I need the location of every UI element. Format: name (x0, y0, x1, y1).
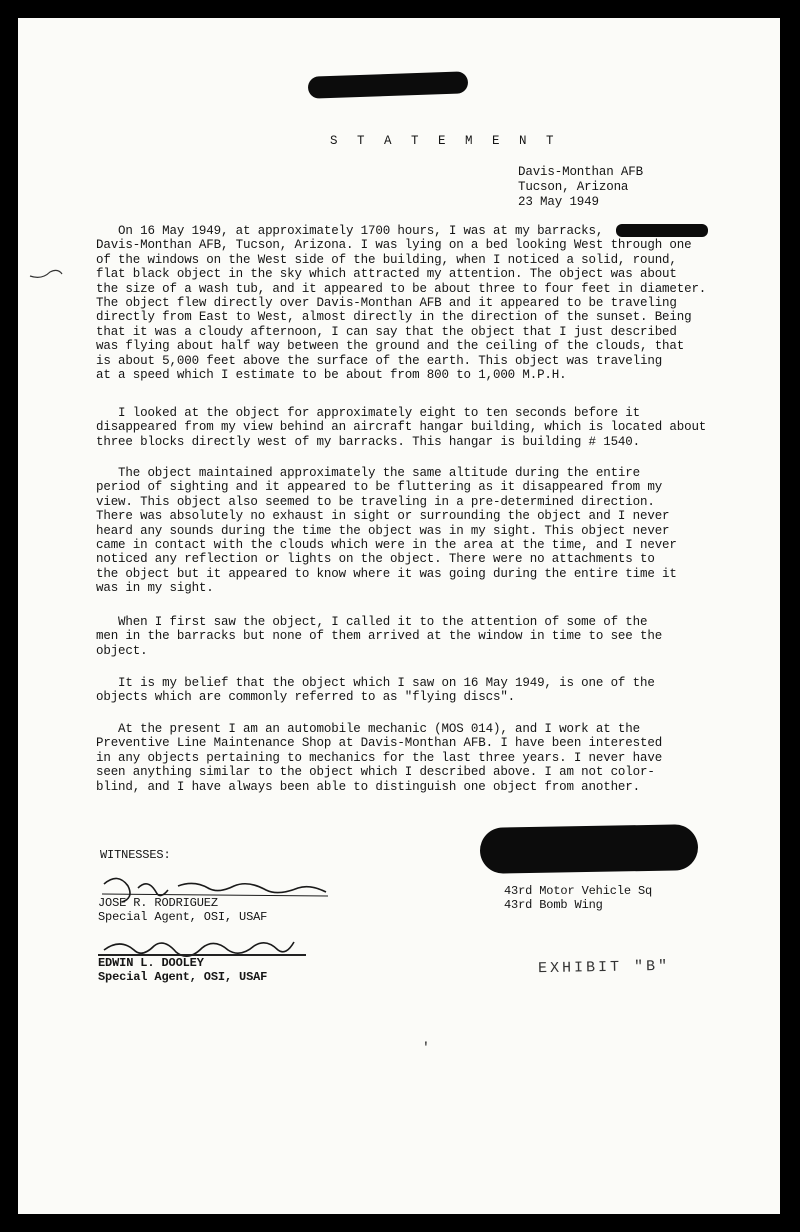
text-line: was flying about half way between the ground and the ceiling of the clouds, that (96, 339, 685, 354)
text-line: in any objects pertaining to mechanics for the last three years. I never have (96, 750, 663, 765)
header-date: 23 May 1949 (518, 195, 599, 209)
paragraph-4 (96, 615, 706, 658)
text-line: At the present I am an automobile mechanic (MOS 014), and I work at the (96, 722, 640, 736)
text-line: The object flew directly over Davis-Monthan AFB and it appeared to be traveling (96, 295, 677, 310)
text-line: Preventive Line Maintenance Shop at Davis-Monthan AFB. I have been interested (96, 736, 663, 751)
signature-redaction (480, 824, 699, 874)
text-line: at a speed which I estimate to be about from 800 to 1,000 M.P.H. (96, 367, 567, 382)
text-line: seen anything similar to the object which I described above. I am not color- (96, 765, 655, 780)
unit-block (504, 884, 652, 912)
text-line: directly from East to West, almost directly in the direction of the sunset. Being (96, 310, 692, 325)
text-line: When I first saw the object, I called it to the attention of some of the (96, 615, 648, 629)
witness-2-title: Special Agent, OSI, USAF (98, 970, 268, 984)
text-line: the object but it appeared to know where it was going during the entire time it (96, 566, 677, 581)
document-page (18, 18, 780, 1214)
witnesses-label: WITNESSES: (100, 848, 171, 862)
text-line: came in contact with the clouds which were in the area at the time, and I never (96, 537, 677, 552)
text-line: object. (96, 643, 148, 658)
text-line: The object maintained approximately the same altitude during the entire (96, 466, 640, 480)
text-line: three blocks directly west of my barracks. This hangar is building # 1540. (96, 434, 640, 449)
exhibit-label: EXHIBIT "B" (537, 957, 671, 978)
text-line: period of sighting and it appeared to be fluttering as it disappeared from my (96, 480, 663, 495)
witness-1-block (98, 896, 267, 924)
text-line: I looked at the object for approximately eight to ten seconds before it (96, 406, 640, 420)
header-location-city: Tucson, Arizona (518, 180, 629, 194)
header-location-base: Davis-Monthan AFB (518, 165, 643, 179)
margin-check-mark (28, 258, 68, 298)
text-line: of the windows on the West side of the building, when I noticed a solid, round, (96, 252, 677, 267)
unit-wing: 43rd Bomb Wing (504, 898, 603, 912)
witness-2-name: EDWIN L. DOOLEY (98, 956, 204, 970)
paragraph-6 (96, 722, 706, 794)
text-line: the size of a wash tub, and it appeared to be about three to four feet in diameter. (96, 281, 707, 296)
text-line: noticed any reflection or lights on the object. There were no attachments to (96, 552, 655, 567)
text-line: On 16 May 1949, at approximately 1700 hours, I was at my barracks, (96, 224, 604, 238)
text-line: disappeared from my view behind an aircraft hangar building, which is located about (96, 420, 707, 435)
text-line: heard any sounds during the time the object was in my sight. This object never (96, 523, 670, 538)
paragraph-3 (96, 466, 706, 596)
top-redaction (308, 71, 469, 99)
witness-1-title: Special Agent, OSI, USAF (98, 910, 268, 924)
text-line: men in the barracks but none of them arrived at the window in time to see the (96, 629, 663, 644)
text-line: blind, and I have always been able to distinguish one object from another. (96, 779, 640, 794)
text-line: There was absolutely no exhaust in sight or surrounding the object and I never (96, 509, 670, 524)
witness-2-block (98, 956, 267, 984)
text-line: objects which are commonly referred to as "flying discs". (96, 690, 516, 705)
text-line: flat black object in the sky which attracted my attention. The object was about (96, 267, 677, 282)
text-line: view. This object also seemed to be traveling in a pre-determined direction. (96, 494, 655, 509)
unit-squadron: 43rd Motor Vehicle Sq (504, 884, 653, 898)
text-line: is about 5,000 feet above the surface of the earth. This object was traveling (96, 353, 663, 368)
page-mark: ' (422, 1040, 430, 1055)
witness-1-name: JOSE R. RODRIGUEZ (98, 896, 218, 910)
text-line: Davis-Monthan AFB, Tucson, Arizona. I was lying on a bed looking West through one (96, 238, 692, 253)
paragraph-2 (96, 406, 706, 449)
paragraph-1 (96, 224, 706, 382)
statement-heading: S T A T E M E N T (330, 134, 560, 148)
paragraph-5 (96, 676, 706, 705)
text-line: was in my sight. (96, 581, 214, 596)
text-line: It is my belief that the object which I saw on 16 May 1949, is one of the (96, 676, 655, 690)
text-line: that it was a cloudy afternoon, I can say that the object that I just described (96, 324, 677, 339)
